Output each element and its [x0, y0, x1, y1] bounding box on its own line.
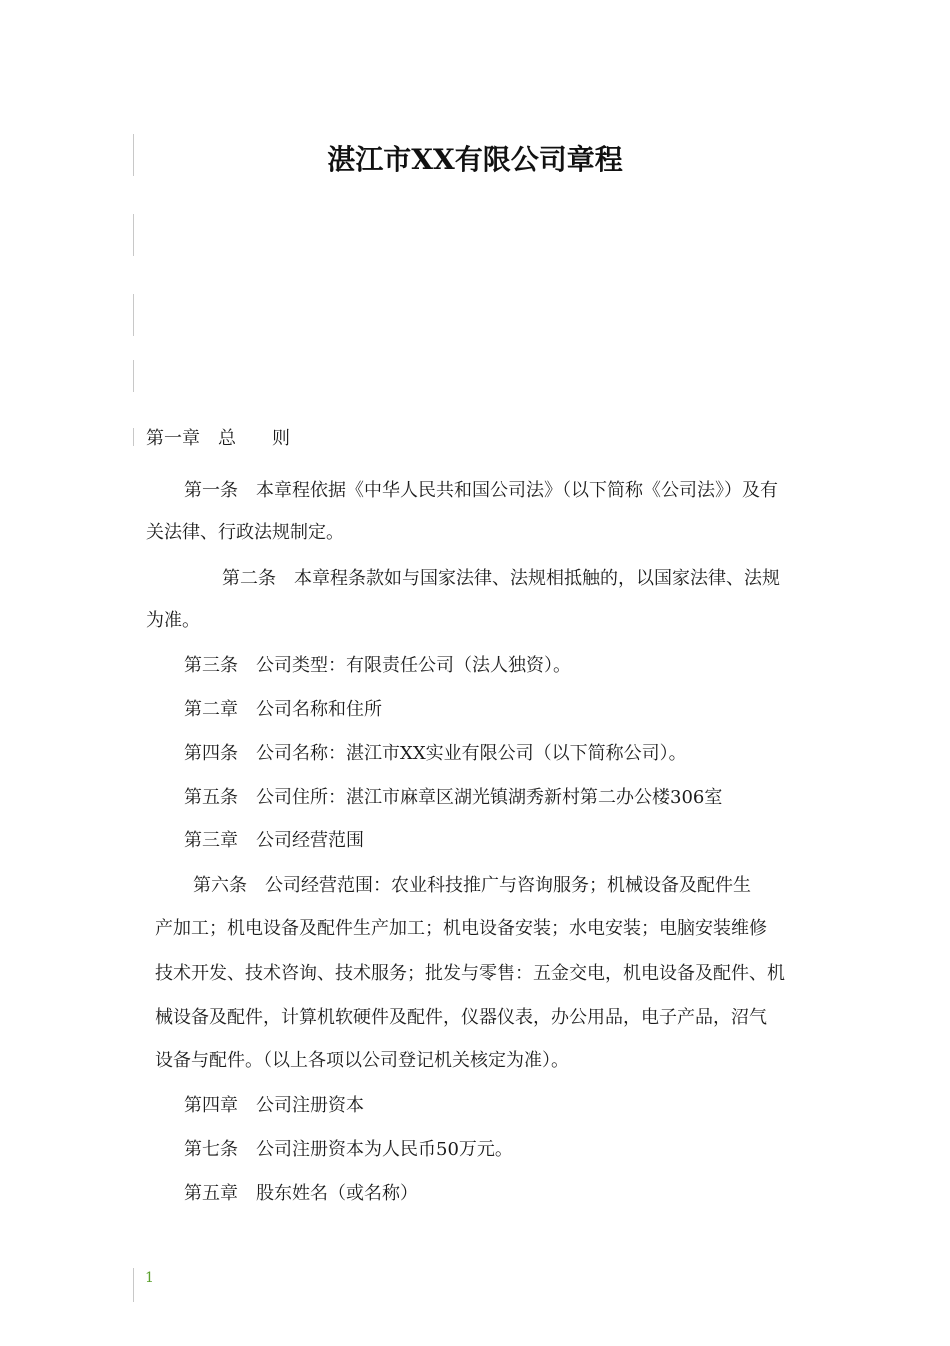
margin-marker: [133, 1268, 134, 1302]
page-number: 1: [145, 1270, 154, 1286]
article-paragraph: 第一条 本章程依据《中华人民共和国公司法》（以下简称《公司法》）及有: [184, 480, 778, 501]
article-paragraph: 第七条 公司注册资本为人民币50万元。: [184, 1139, 513, 1160]
article-paragraph: 械设备及配件，计算机软硬件及配件，仪器仪表，办公用品，电子产品，沼气: [155, 1007, 767, 1028]
chapter-heading: 第三章 公司经营范围: [184, 830, 364, 851]
article-paragraph: 关法律、行政法规制定。: [146, 522, 344, 543]
chapter-heading: 第一章 总 则: [146, 428, 290, 449]
margin-marker: [133, 428, 134, 446]
margin-marker: [133, 214, 134, 256]
article-paragraph: 为准。: [146, 610, 200, 631]
article-paragraph: 第三条 公司类型：有限责任公司（法人独资）。: [184, 655, 571, 676]
article-paragraph: 第四条 公司名称：湛江市XX实业有限公司（以下简称公司）。: [184, 743, 687, 764]
margin-marker: [133, 294, 134, 336]
article-paragraph: 第二条 本章程条款如与国家法律、法规相抵触的，以国家法律、法规: [222, 568, 780, 589]
chapter-heading: 第二章 公司名称和住所: [184, 699, 382, 720]
document-title: 湛江市XX有限公司章程: [327, 143, 623, 176]
chapter-heading: 第五章 股东姓名（或名称）: [184, 1183, 418, 1204]
article-paragraph: 产加工；机电设备及配件生产加工；机电设备安装；水电安装；电脑安装维修: [155, 918, 767, 939]
article-paragraph: 第五条 公司住所：湛江市麻章区湖光镇湖秀新村第二办公楼306室: [184, 787, 723, 808]
article-paragraph: 第六条 公司经营范围：农业科技推广与咨询服务；机械设备及配件生: [193, 875, 751, 896]
margin-marker: [133, 360, 134, 392]
article-paragraph: 设备与配件。（以上各项以公司登记机关核定为准）。: [155, 1050, 569, 1071]
chapter-heading: 第四章 公司注册资本: [184, 1095, 364, 1116]
article-paragraph: 技术开发、技术咨询、技术服务；批发与零售：五金交电，机电设备及配件、机: [155, 963, 785, 984]
